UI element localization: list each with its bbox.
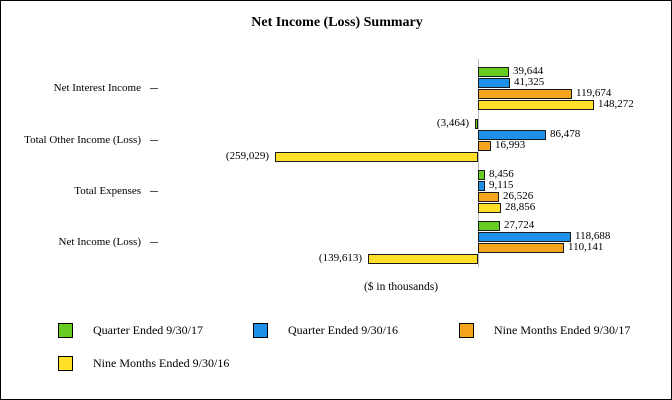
- chart-title: Net Income (Loss) Summary: [251, 15, 423, 30]
- bar-segment: [478, 221, 500, 231]
- category-label: Net Income (Loss): [58, 236, 141, 248]
- bar-segment: [478, 78, 510, 88]
- category-tick-mark: [150, 242, 158, 243]
- value-label: 86,478: [550, 128, 581, 140]
- bar-segment: [275, 152, 478, 162]
- value-label: 16,993: [495, 139, 526, 151]
- category-label: Total Expenses: [74, 185, 141, 197]
- value-label: (3,464): [436, 117, 469, 129]
- legend-swatch: [459, 323, 474, 338]
- category-tick-mark: [150, 88, 158, 89]
- legend-swatch: [253, 323, 268, 338]
- bar-segment: [478, 67, 509, 77]
- legend-label: Quarter Ended 9/30/16: [288, 323, 398, 337]
- category-tick-mark: [150, 140, 158, 141]
- category-label: Total Other Income (Loss): [24, 134, 141, 146]
- value-label: (139,613): [318, 252, 362, 264]
- axis-unit-note: ($ in thousands): [363, 281, 439, 293]
- bar-segment: [478, 100, 594, 110]
- bar-segment: [478, 243, 564, 253]
- bar-segment: [478, 203, 501, 213]
- bar-segment: [475, 119, 478, 129]
- value-label: 119,674: [576, 87, 612, 99]
- value-label: 41,325: [514, 76, 545, 88]
- value-label: 110,141: [568, 241, 604, 253]
- bar-segment: [368, 254, 478, 264]
- legend-swatch: [58, 323, 73, 338]
- value-label: 8,456: [489, 168, 514, 180]
- bar-segment: [478, 89, 572, 99]
- bar-segment: [478, 170, 485, 180]
- value-label: (259,029): [225, 150, 269, 162]
- legend-label: Nine Months Ended 9/30/17: [494, 323, 631, 337]
- value-label: 28,856: [505, 201, 536, 213]
- bar-segment: [478, 232, 571, 242]
- value-label: 27,724: [504, 219, 535, 231]
- legend-label: Quarter Ended 9/30/17: [93, 323, 203, 337]
- legend-label: Nine Months Ended 9/30/16: [93, 356, 230, 370]
- category-tick-mark: [150, 191, 158, 192]
- value-label: 26,526: [503, 190, 534, 202]
- category-label: Net Interest Income: [53, 82, 141, 94]
- value-label: 118,688: [575, 230, 611, 242]
- value-label: 148,272: [598, 98, 634, 110]
- value-label: 9,115: [489, 179, 514, 191]
- bar-segment: [478, 192, 499, 202]
- bar-segment: [478, 181, 485, 191]
- value-label: 39,644: [513, 65, 544, 77]
- legend-swatch: [58, 356, 73, 371]
- bar-segment: [478, 141, 491, 151]
